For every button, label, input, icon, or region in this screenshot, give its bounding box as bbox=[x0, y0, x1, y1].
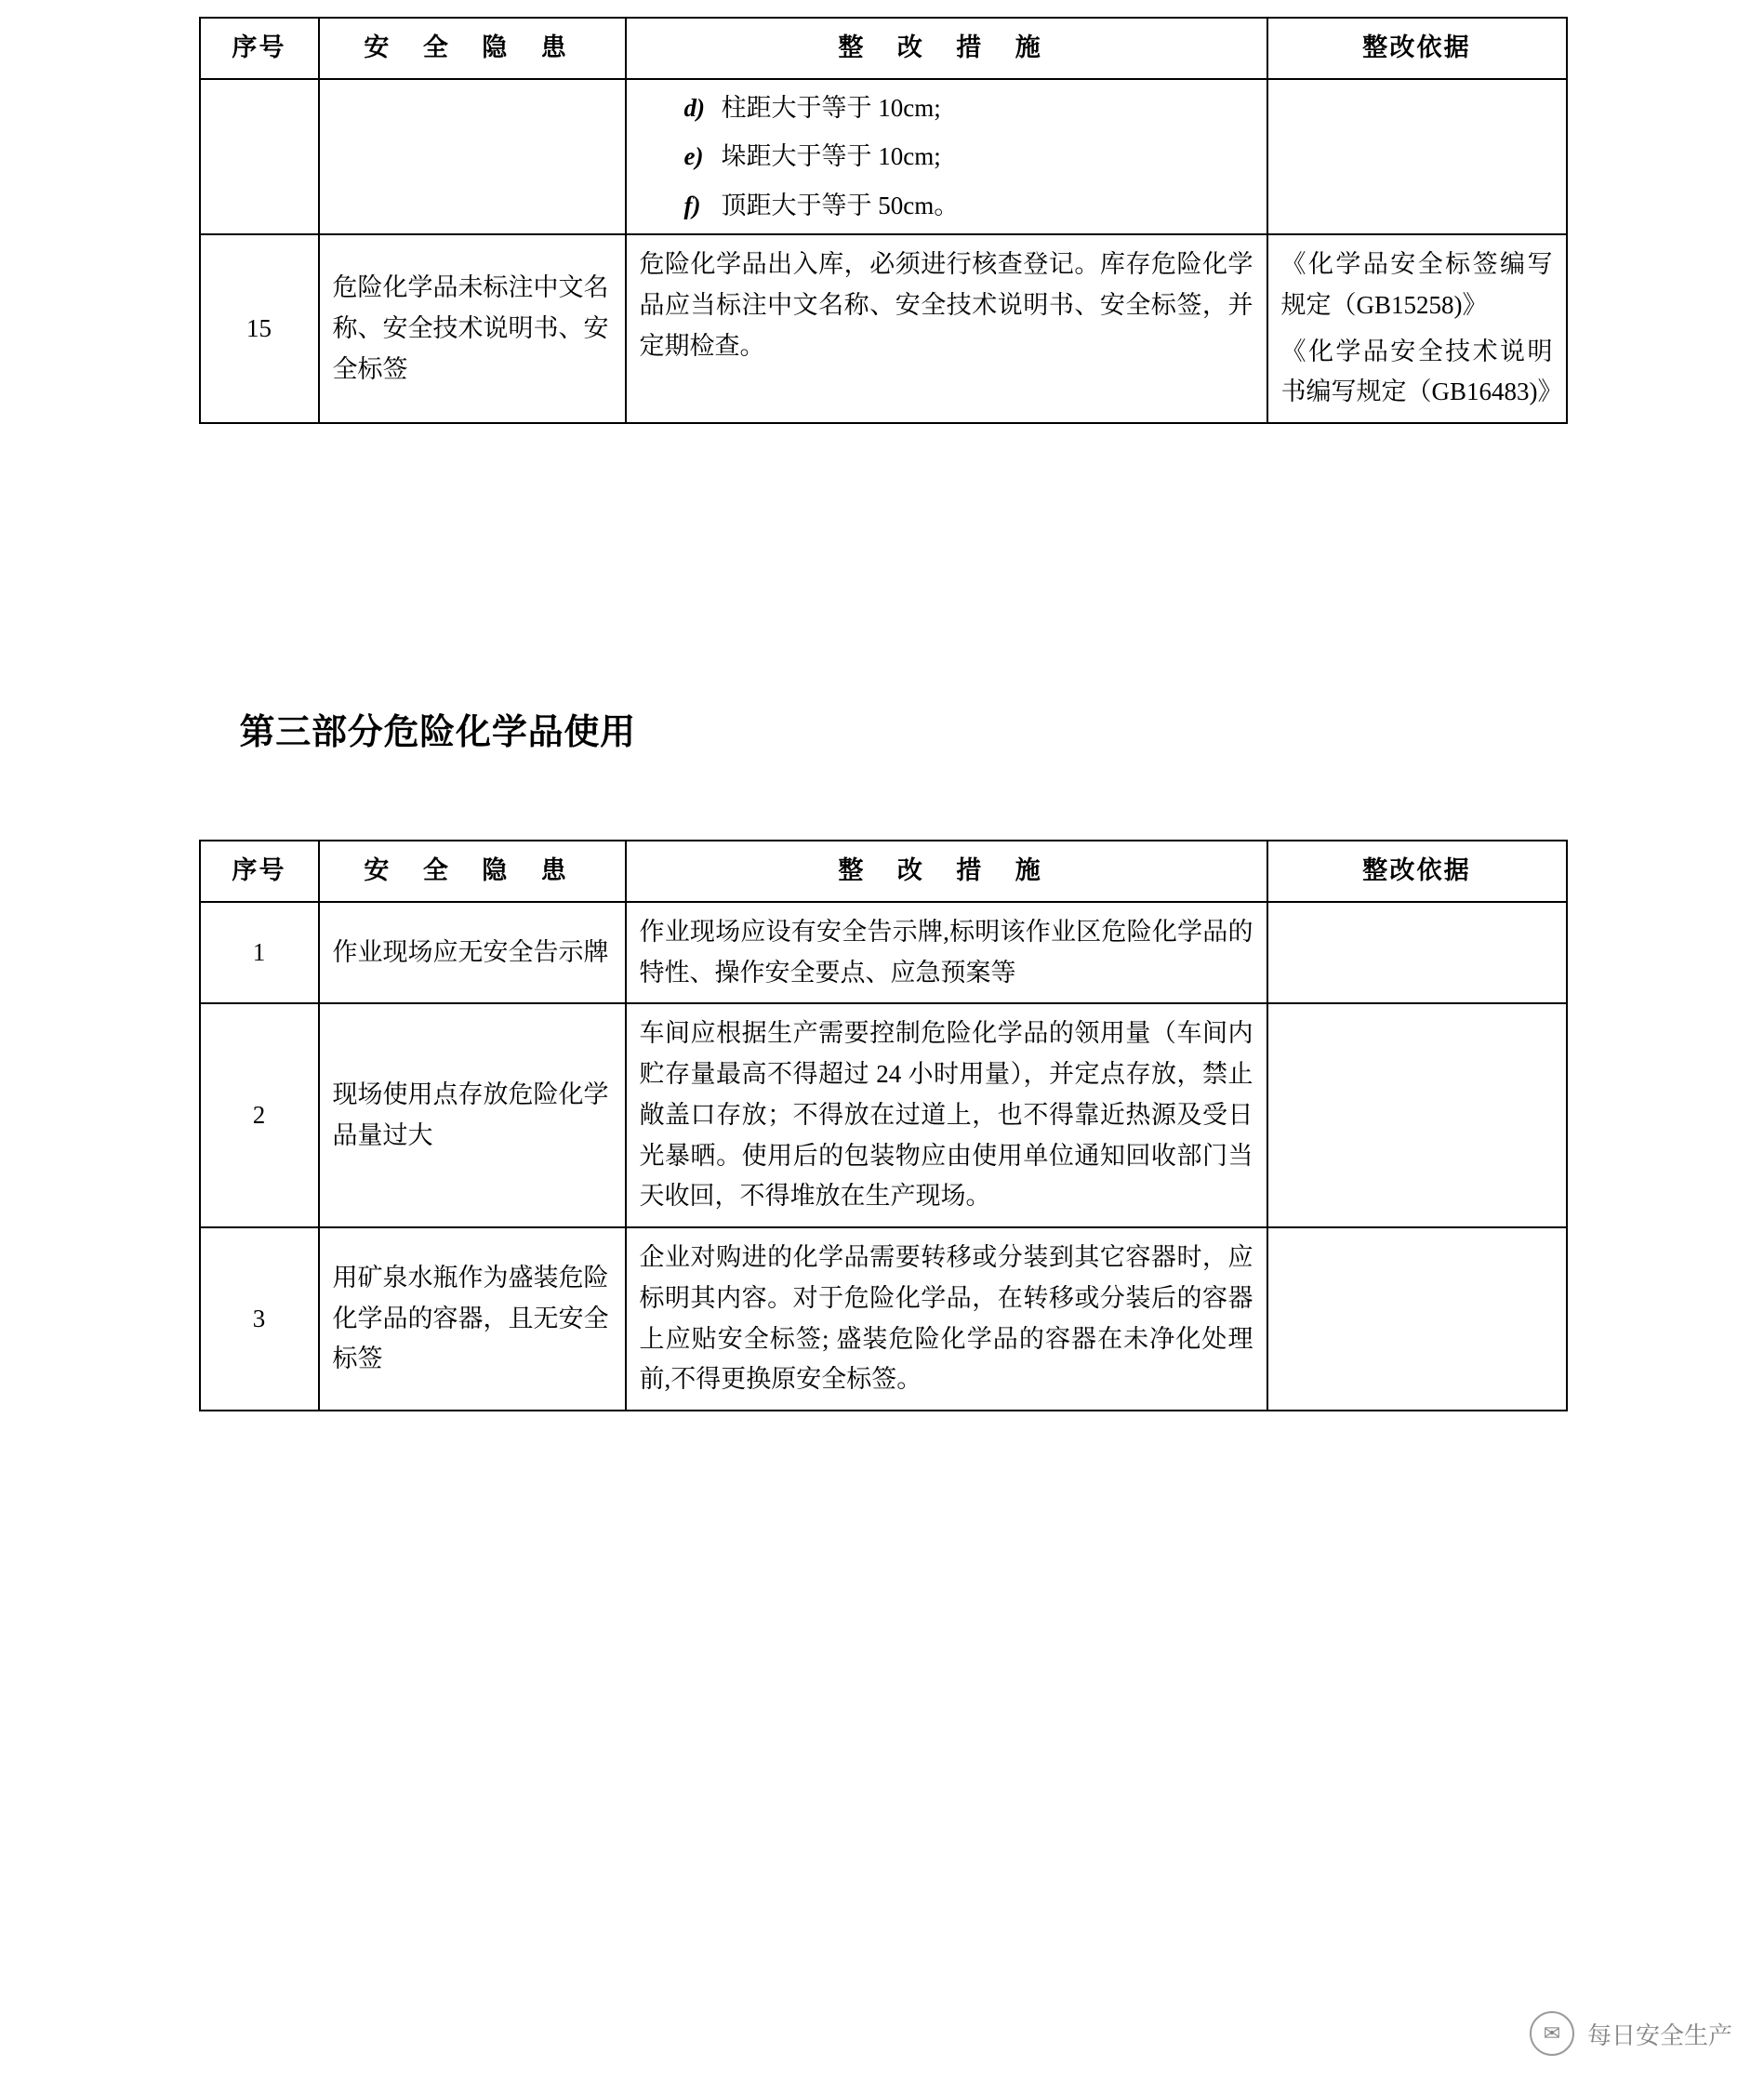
row-measure bbox=[626, 234, 1267, 423]
row-basis bbox=[1267, 79, 1567, 235]
wechat-icon: ✉ bbox=[1530, 2011, 1574, 2056]
list-item-text: 垛距大于等于 10cm; bbox=[721, 142, 941, 171]
table-section-two bbox=[199, 840, 1566, 1411]
table-row bbox=[200, 79, 1567, 235]
row-hazard: 用矿泉水瓶作为盛装危险化学品的容器，且无安全标签 bbox=[319, 1227, 626, 1411]
table-row bbox=[200, 902, 1567, 1003]
hazard-table-usage bbox=[199, 840, 1568, 1411]
row-hazard: 现场使用点存放危险化学品量过大 bbox=[319, 1003, 626, 1227]
list-item-label: d) bbox=[683, 93, 705, 122]
header-no: 序号 bbox=[200, 841, 319, 902]
row-no: 1 bbox=[200, 902, 319, 1003]
list-item bbox=[684, 89, 1253, 127]
row-measure bbox=[626, 1227, 1267, 1411]
page-title: 第三部分危险化学品使用 bbox=[239, 713, 636, 753]
measure-item-list bbox=[640, 89, 1253, 225]
header-hazard: 安 全 隐 患 bbox=[319, 841, 626, 902]
row-hazard: 作业现场应无安全告示牌 bbox=[319, 902, 626, 1003]
header-basis: 整改依据 bbox=[1267, 841, 1567, 902]
row-measure bbox=[626, 902, 1267, 1003]
row-basis bbox=[1267, 1227, 1567, 1411]
row-no: 2 bbox=[200, 1003, 319, 1227]
basis-paragraph: 《化学品安全技术说明书编写规定（GB16483)》 bbox=[1280, 337, 1563, 406]
row-no bbox=[200, 79, 319, 235]
header-measure: 整 改 措 施 bbox=[626, 18, 1267, 79]
watermark-text: 每日安全生产 bbox=[1586, 2020, 1732, 2049]
top-spacer bbox=[0, 0, 1764, 17]
measure-paragraph: 危险化学品出入库，必须进行核查登记。库存危险化学品应当标注中文名称、安全技术说明书、安全标签，并定期检查。 bbox=[639, 250, 1253, 360]
list-item bbox=[684, 138, 1253, 176]
row-basis bbox=[1267, 902, 1567, 1003]
row-basis bbox=[1267, 1003, 1567, 1227]
basis-paragraph: 《化学品安全标签编写规定（GB15258)》 bbox=[1280, 250, 1553, 319]
watermark bbox=[1530, 2011, 1732, 2056]
list-item bbox=[684, 187, 1253, 225]
header-no: 序号 bbox=[200, 18, 319, 79]
section-heading-wrap bbox=[199, 424, 1566, 840]
measure-paragraph: 企业对购进的化学品需要转移或分装到其它容器时，应标明其内容。对于危险化学品，在转移或分装后的容器上应贴安全标签; 盛装危险化学品的容器在未净化处理前,不得更换原安全标签。 bbox=[639, 1243, 1253, 1394]
header-hazard: 安 全 隐 患 bbox=[319, 18, 626, 79]
list-item-label: e) bbox=[683, 142, 704, 171]
list-item-label: f) bbox=[683, 191, 701, 219]
row-hazard bbox=[319, 79, 626, 235]
table-row bbox=[200, 1227, 1567, 1411]
row-measure bbox=[626, 79, 1267, 235]
row-hazard: 危险化学品未标注中文名称、安全技术说明书、安全标签 bbox=[319, 234, 626, 423]
table-row bbox=[200, 234, 1567, 423]
measure-paragraph: 车间应根据生产需要控制危险化学品的领用量（车间内贮存量最高不得超过 24 小时用量），并定点存放，禁止敞盖口存放；不得放在过道上，也不得靠近热源及受日光暴晒。使用后的包装物应由使用单位通知回收部门当天收回，不得堆放在生产现场。 bbox=[639, 1019, 1253, 1211]
hazard-table-storage bbox=[199, 17, 1568, 424]
row-no: 3 bbox=[200, 1227, 319, 1411]
table-row bbox=[200, 1003, 1567, 1227]
table-section-one bbox=[199, 17, 1566, 424]
measure-paragraph: 作业现场应设有安全告示牌,标明该作业区危险化学品的特性、操作安全要点、应急预案等 bbox=[639, 917, 1253, 987]
list-item-text: 柱距大于等于 10cm; bbox=[721, 93, 941, 122]
header-basis: 整改依据 bbox=[1267, 18, 1567, 79]
row-basis bbox=[1267, 234, 1567, 423]
table-header-row bbox=[200, 841, 1567, 902]
list-item-text: 顶距大于等于 50cm。 bbox=[721, 191, 960, 219]
row-no: 15 bbox=[200, 234, 319, 423]
row-measure bbox=[626, 1003, 1267, 1227]
header-measure: 整 改 措 施 bbox=[626, 841, 1267, 902]
table-header-row bbox=[200, 18, 1567, 79]
